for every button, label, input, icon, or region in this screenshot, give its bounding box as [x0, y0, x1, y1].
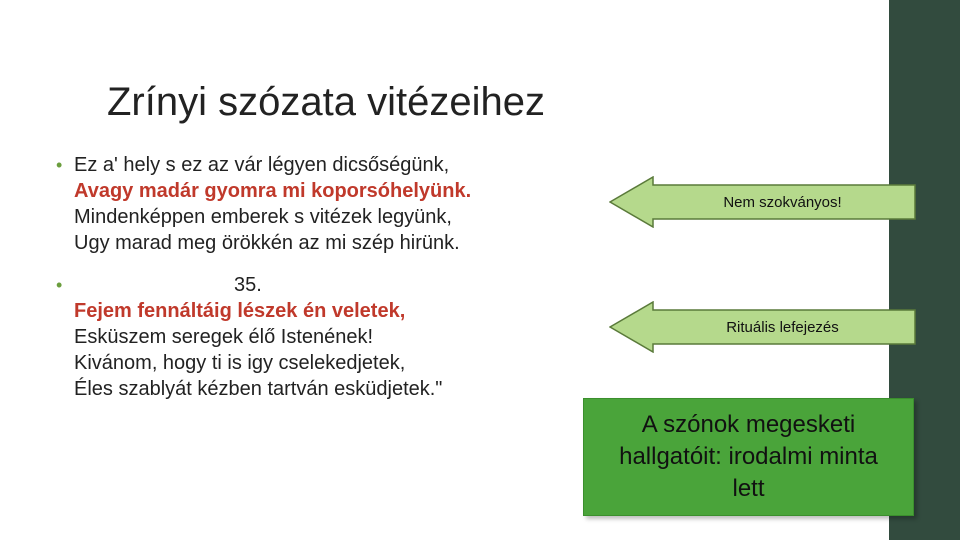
- slide-title: Zrínyi szózata vitézeihez: [107, 80, 545, 124]
- poem-line: Esküszem seregek élő Istenének!: [74, 326, 374, 348]
- poem-line: Kivánom, hogy ti is igy cselekedjetek,: [74, 352, 406, 374]
- arrow-label: Nem szokványos!: [723, 193, 842, 211]
- poem-line: Mindenképpen emberek s vitézek legyünk,: [74, 206, 452, 228]
- poem-bullet-list: [56, 152, 596, 418]
- poem-line: Ez a' hely s ez az vár légyen dicsőségünk,: [74, 154, 450, 176]
- callout-line: lett: [732, 475, 765, 502]
- bullet-dot-icon: •: [56, 155, 63, 175]
- poem-line: Ugy marad meg örökkén az mi szép hirünk.: [74, 232, 460, 254]
- poem-line-emphasized: Avagy madár gyomra mi koporsóhelyünk.: [74, 180, 472, 202]
- poem-line-emphasized: Fejem fennáltáig lészek én veletek,: [74, 300, 406, 322]
- bullet-item-2: [56, 272, 596, 402]
- summary-callout-box: [583, 398, 914, 516]
- poem-line: Éles szablyát kézben tartván esküdjetek.": [74, 378, 443, 400]
- left-arrow-callout-ritual: [609, 301, 916, 353]
- stanza-number: 35.: [234, 274, 262, 296]
- callout-line: A szónok megesketi: [641, 411, 856, 438]
- callout-line: hallgatóit: irodalmi minta: [619, 443, 878, 470]
- callout-text: [619, 409, 878, 505]
- bullet-item-1: [56, 152, 596, 256]
- arrow-label: Rituális lefejezés: [726, 318, 839, 336]
- left-arrow-callout-nonstandard: [609, 176, 916, 228]
- bullet-dot-icon: •: [56, 275, 63, 295]
